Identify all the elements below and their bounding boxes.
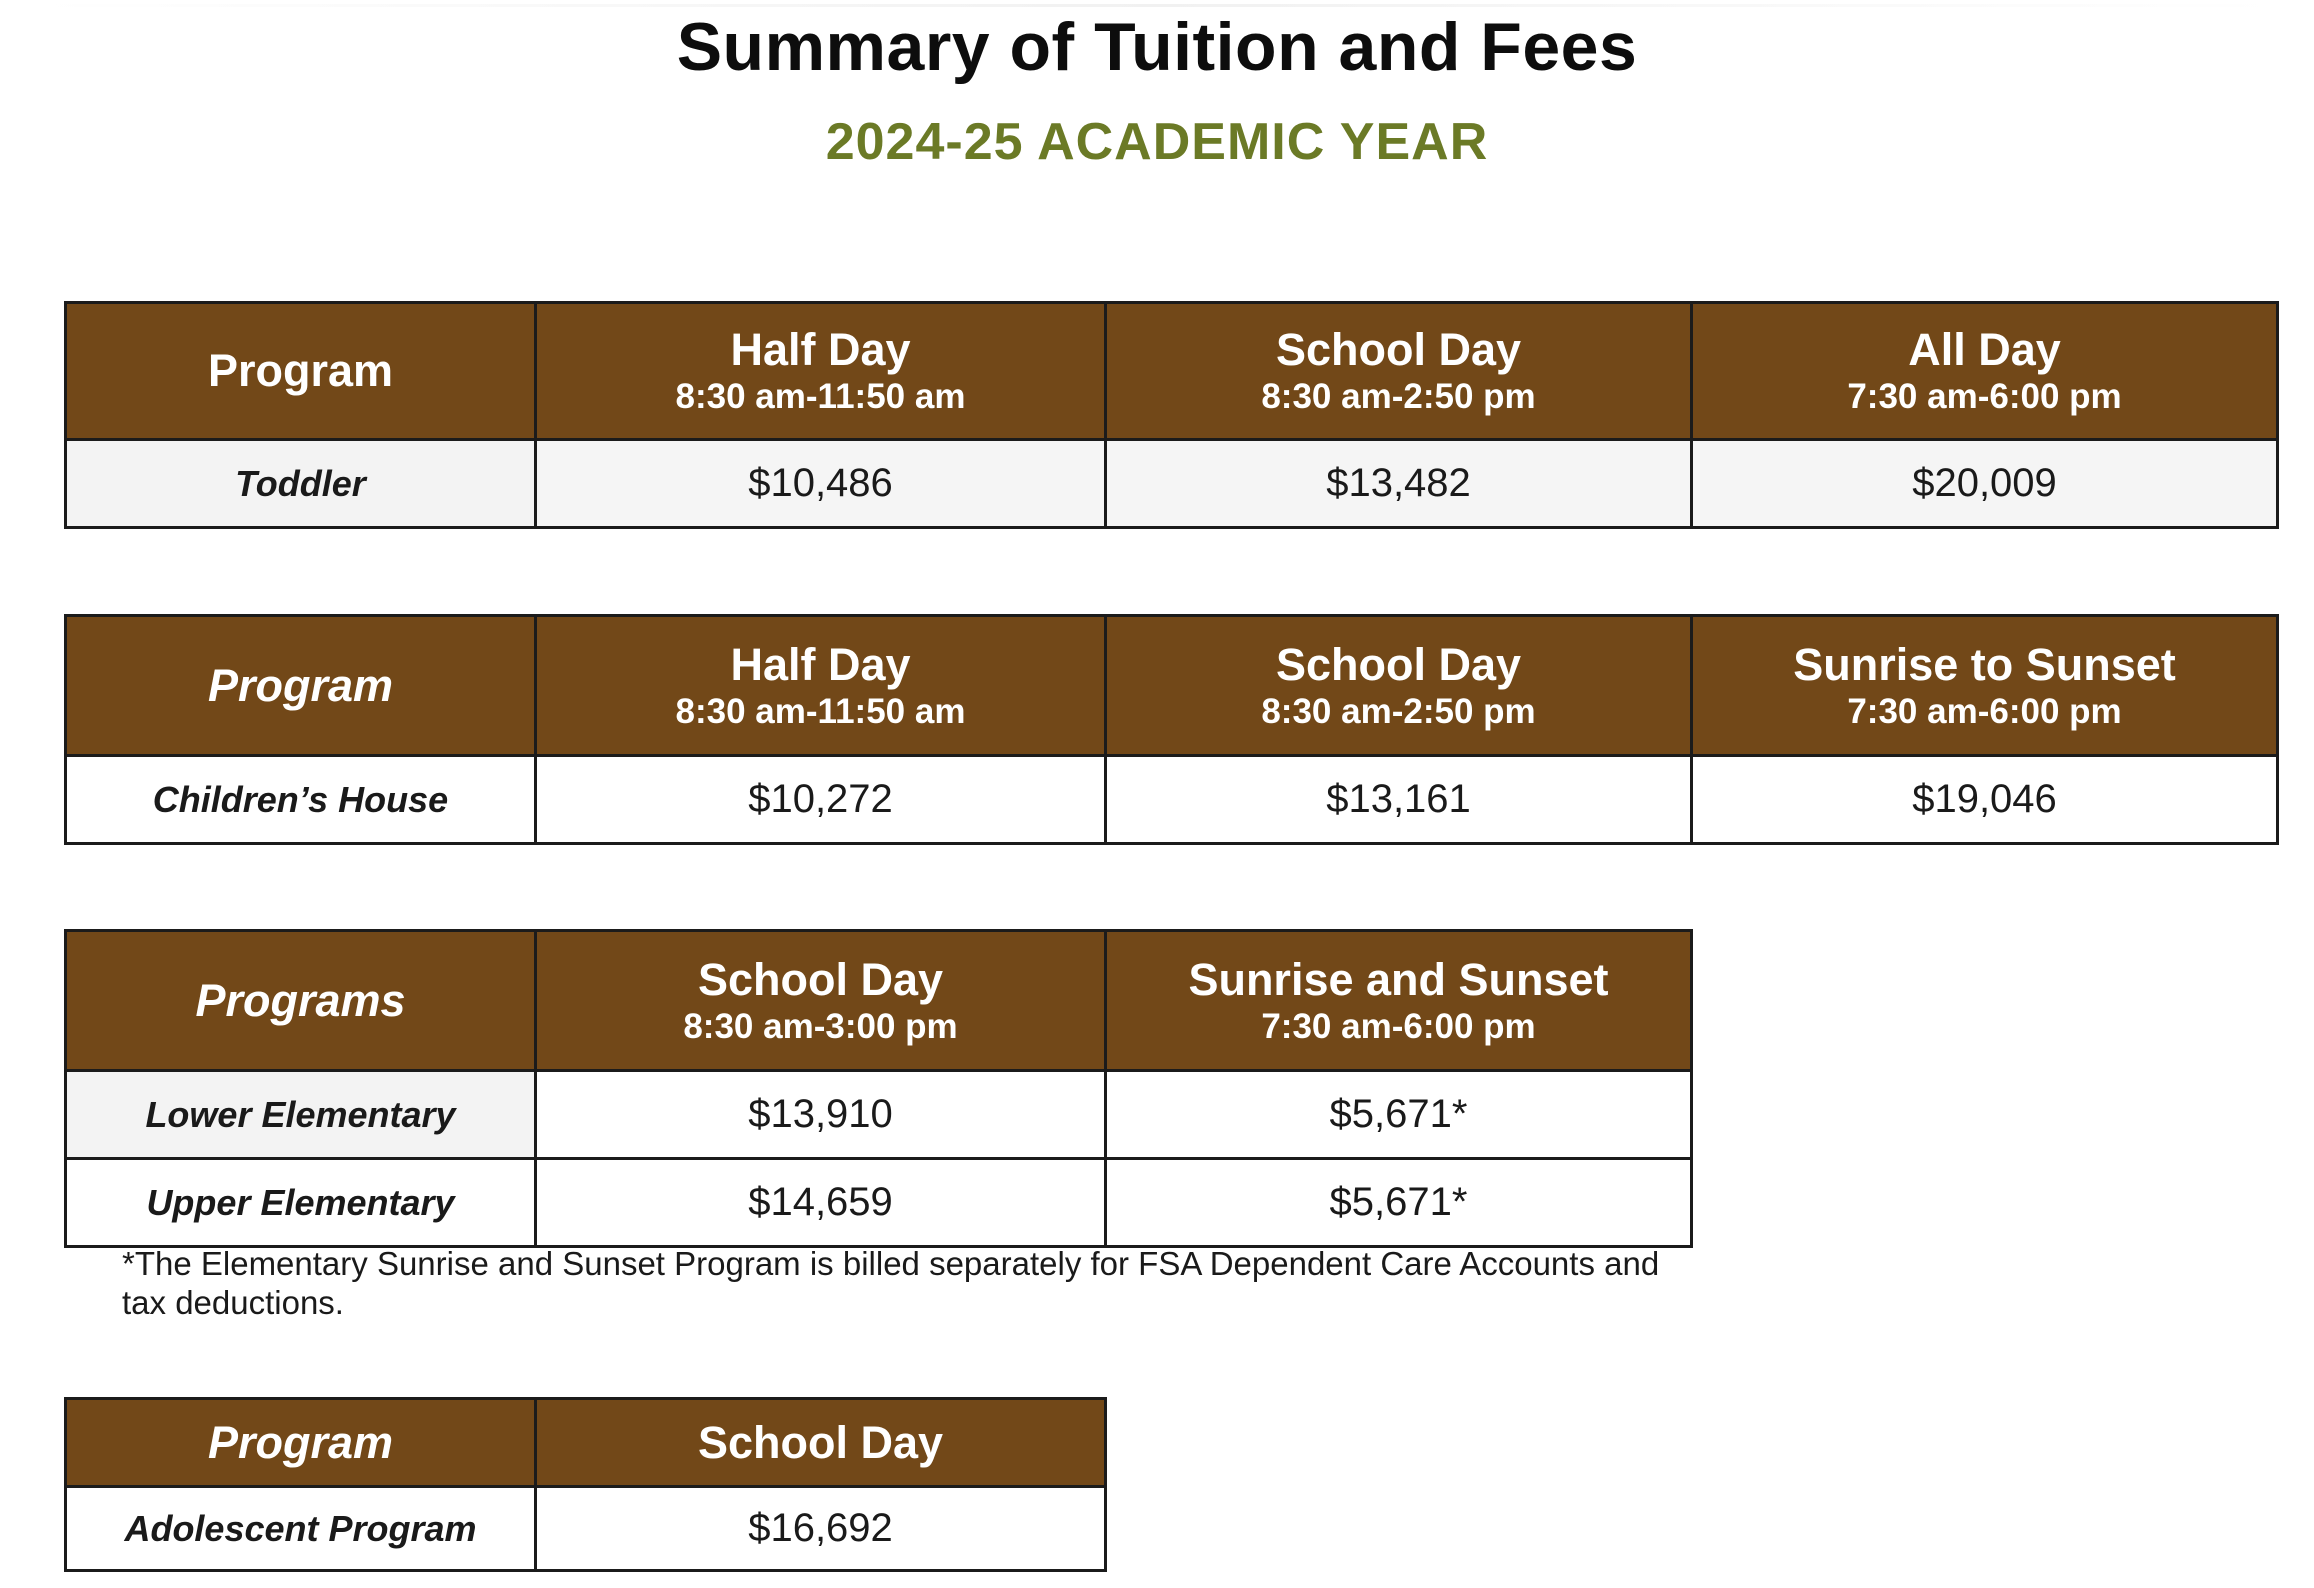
column-header — [536, 931, 1106, 1071]
table-header-row — [66, 1399, 1106, 1487]
table-row — [66, 756, 2278, 844]
column-title: Half Day — [730, 324, 911, 375]
table-row — [66, 440, 2278, 528]
childrens-house-tuition-table — [64, 614, 2279, 845]
price-cell: $20,009 — [1692, 440, 2278, 528]
table-header-row — [66, 303, 2278, 440]
column-time: 8:30 am-3:00 pm — [683, 1006, 958, 1046]
column-header — [1106, 303, 1692, 440]
price-cell: $14,659 — [536, 1159, 1106, 1247]
column-title: School Day — [1275, 638, 1522, 690]
row-label: Upper Elementary — [66, 1159, 536, 1247]
column-time: 8:30 am-2:50 pm — [1261, 377, 1536, 416]
column-time: 8:30 am-11:50 am — [675, 691, 966, 731]
table-header-row — [66, 931, 1692, 1071]
column-time: 8:30 am-11:50 am — [675, 377, 966, 416]
column-time: 8:30 am-2:50 pm — [1261, 691, 1536, 731]
column-title: School Day — [697, 953, 944, 1005]
price-cell: $19,046 — [1692, 756, 2278, 844]
price-cell: $10,486 — [536, 440, 1106, 528]
column-title: School Day — [1275, 324, 1522, 375]
row-label: Toddler — [66, 440, 536, 528]
price-cell: $13,482 — [1106, 440, 1692, 528]
price-cell: $5,671* — [1106, 1159, 1692, 1247]
program-header: Programs — [66, 931, 536, 1071]
column-title: School Day — [697, 1416, 944, 1468]
column-title: Sunrise to Sunset — [1793, 638, 2176, 690]
column-title: Half Day — [730, 638, 911, 690]
column-time: 7:30 am-6:00 pm — [1847, 691, 2122, 731]
column-header — [1106, 616, 1692, 756]
table-header-row — [66, 616, 2278, 756]
column-title: Sunrise and Sunset — [1188, 953, 1609, 1005]
column-time: 7:30 am-6:00 pm — [1847, 377, 2122, 416]
column-time: 7:30 am-6:00 pm — [1261, 1006, 1536, 1046]
program-header: Program — [66, 616, 536, 756]
table-row — [66, 1071, 1692, 1159]
column-header — [1106, 931, 1692, 1071]
row-label: Children’s House — [66, 756, 536, 844]
column-header — [1692, 616, 2278, 756]
table-row — [66, 1159, 1692, 1247]
page-subtitle: 2024-25 ACADEMIC YEAR — [825, 113, 1489, 171]
price-cell: $5,671* — [1106, 1071, 1692, 1159]
adolescent-tuition-table — [64, 1397, 1107, 1572]
column-header — [536, 616, 1106, 756]
column-header — [536, 303, 1106, 440]
price-cell: $13,910 — [536, 1071, 1106, 1159]
toddler-tuition-table — [64, 301, 2279, 529]
price-cell: $10,272 — [536, 756, 1106, 844]
elementary-tuition-table — [64, 929, 1693, 1248]
program-header: Program — [66, 303, 536, 440]
column-title: All Day — [1908, 324, 2061, 375]
top-divider — [36, 4, 2280, 7]
column-header — [536, 1399, 1106, 1487]
price-cell: $16,692 — [536, 1487, 1106, 1571]
price-cell: $13,161 — [1106, 756, 1692, 844]
table-row — [66, 1487, 1106, 1571]
elementary-footnote: *The Elementary Sunrise and Sunset Program is billed separately for FSA Dependent Care Accounts and tax deductions. — [122, 1245, 1660, 1321]
page-title: Summary of Tuition and Fees — [676, 9, 1638, 85]
row-label: Adolescent Program — [66, 1487, 536, 1571]
program-header: Program — [66, 1399, 536, 1487]
column-header — [1692, 303, 2278, 440]
row-label: Lower Elementary — [66, 1071, 536, 1159]
